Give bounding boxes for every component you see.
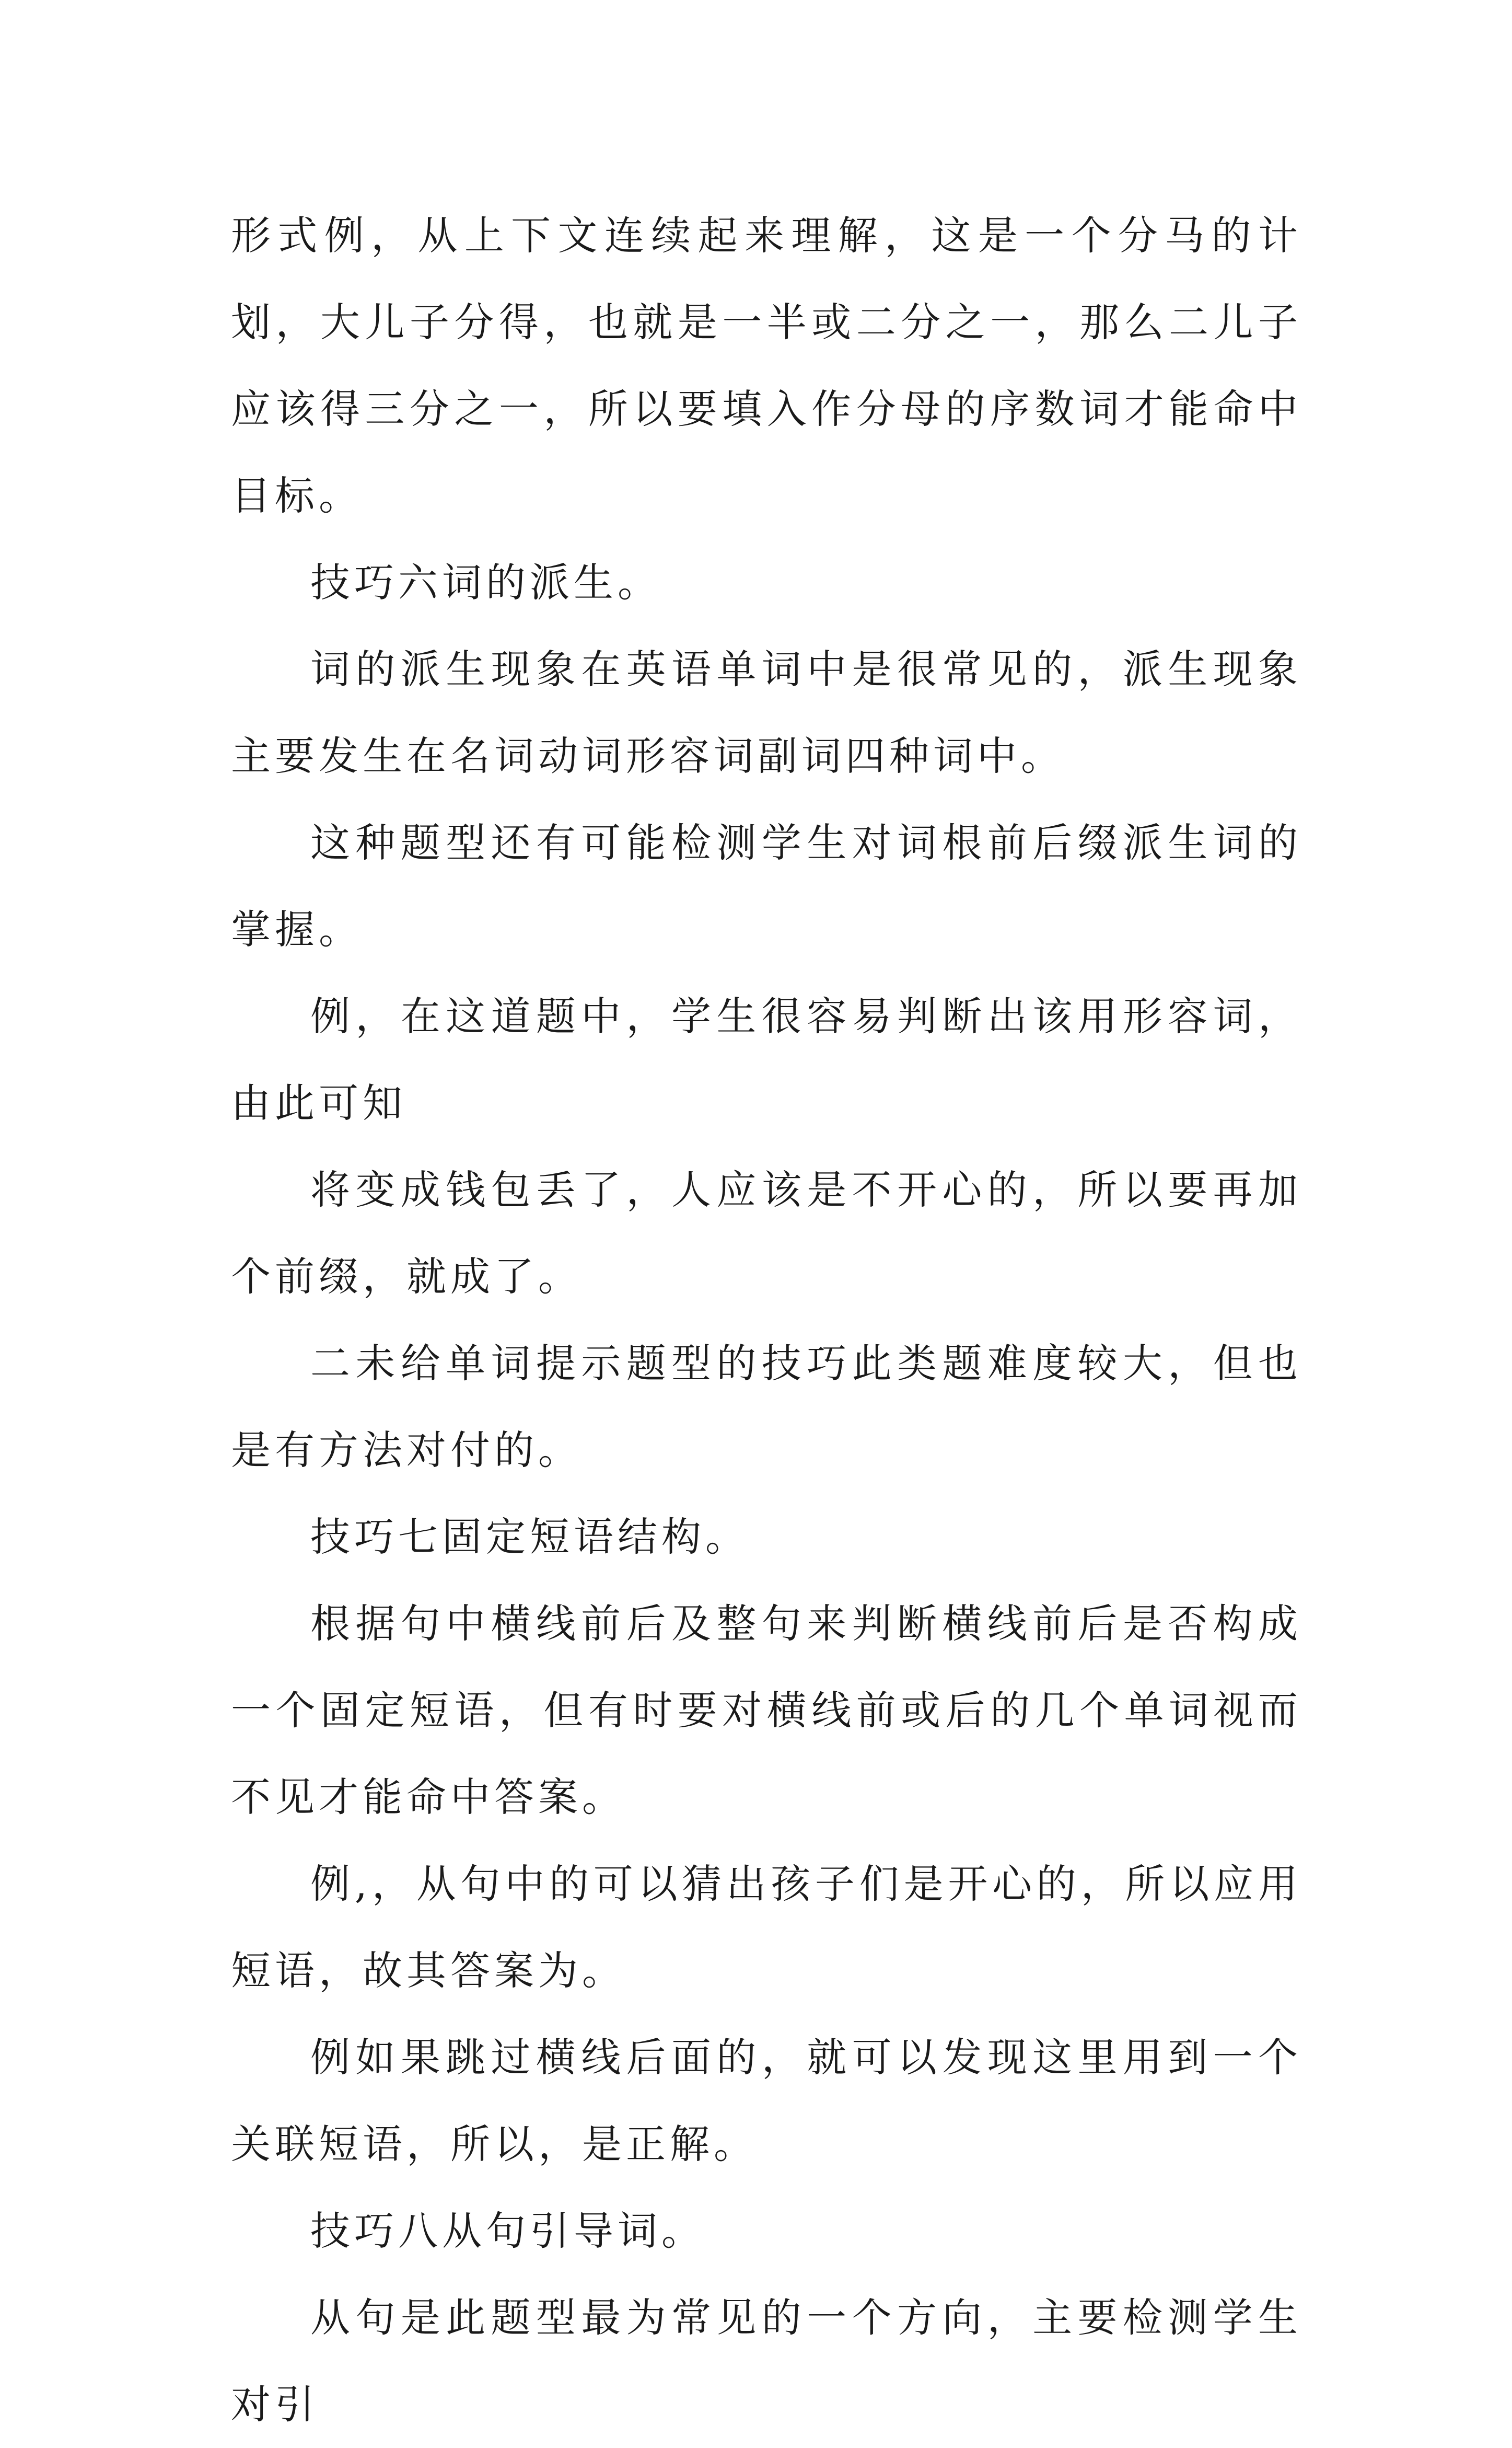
paragraph: 例,，从句中的可以猜出孩子们是开心的，所以应用短语，故其答案为。: [231, 1861, 1302, 1994]
paragraph-heading-technique-8: 技巧八从句引导词。: [310, 2208, 705, 2254]
paragraph: 例，在这道题中，学生很容易判断出该用形容词，由此可知: [231, 993, 1302, 1126]
paragraph: 根据句中横线前后及整句来判断横线前后是否构成一个固定短语，但有时要对横线前或后的几个单词视而不见才能命中答案。: [231, 1600, 1302, 1820]
paragraph-continuation: 形式例，从上下文连续起来理解，这是一个分马的计划，大儿子分得，也就是一半或二分之一，那么二儿子应该得三分之一，所以要填入作分母的序数词才能命中目标。: [231, 212, 1302, 519]
paragraph-heading-technique-6: 技巧六词的派生。: [310, 559, 661, 606]
paragraph-section-2: 二未给单词提示题型的技巧此类题难度较大，但也是有方法对付的。: [231, 1340, 1302, 1473]
paragraph: 词的派生现象在英语单词中是很常见的，派生现象主要发生在名词动词形容词副词四种词中。: [231, 646, 1302, 779]
paragraph: 这种题型还有可能检测学生对词根前后缀派生词的掌握。: [231, 819, 1302, 953]
paragraph: 从句是此题型最为常见的一个方向，主要检测学生对引: [231, 2294, 1302, 2428]
document-body: [231, 192, 1302, 2448]
paragraph: 例如果跳过横线后面的，就可以发现这里用到一个关联短语，所以，是正解。: [231, 2034, 1302, 2167]
paragraph: 将变成钱包丢了，人应该是不开心的，所以要再加个前缀，就成了。: [231, 1167, 1302, 1300]
paragraph-heading-technique-7: 技巧七固定短语结构。: [310, 1514, 749, 1560]
